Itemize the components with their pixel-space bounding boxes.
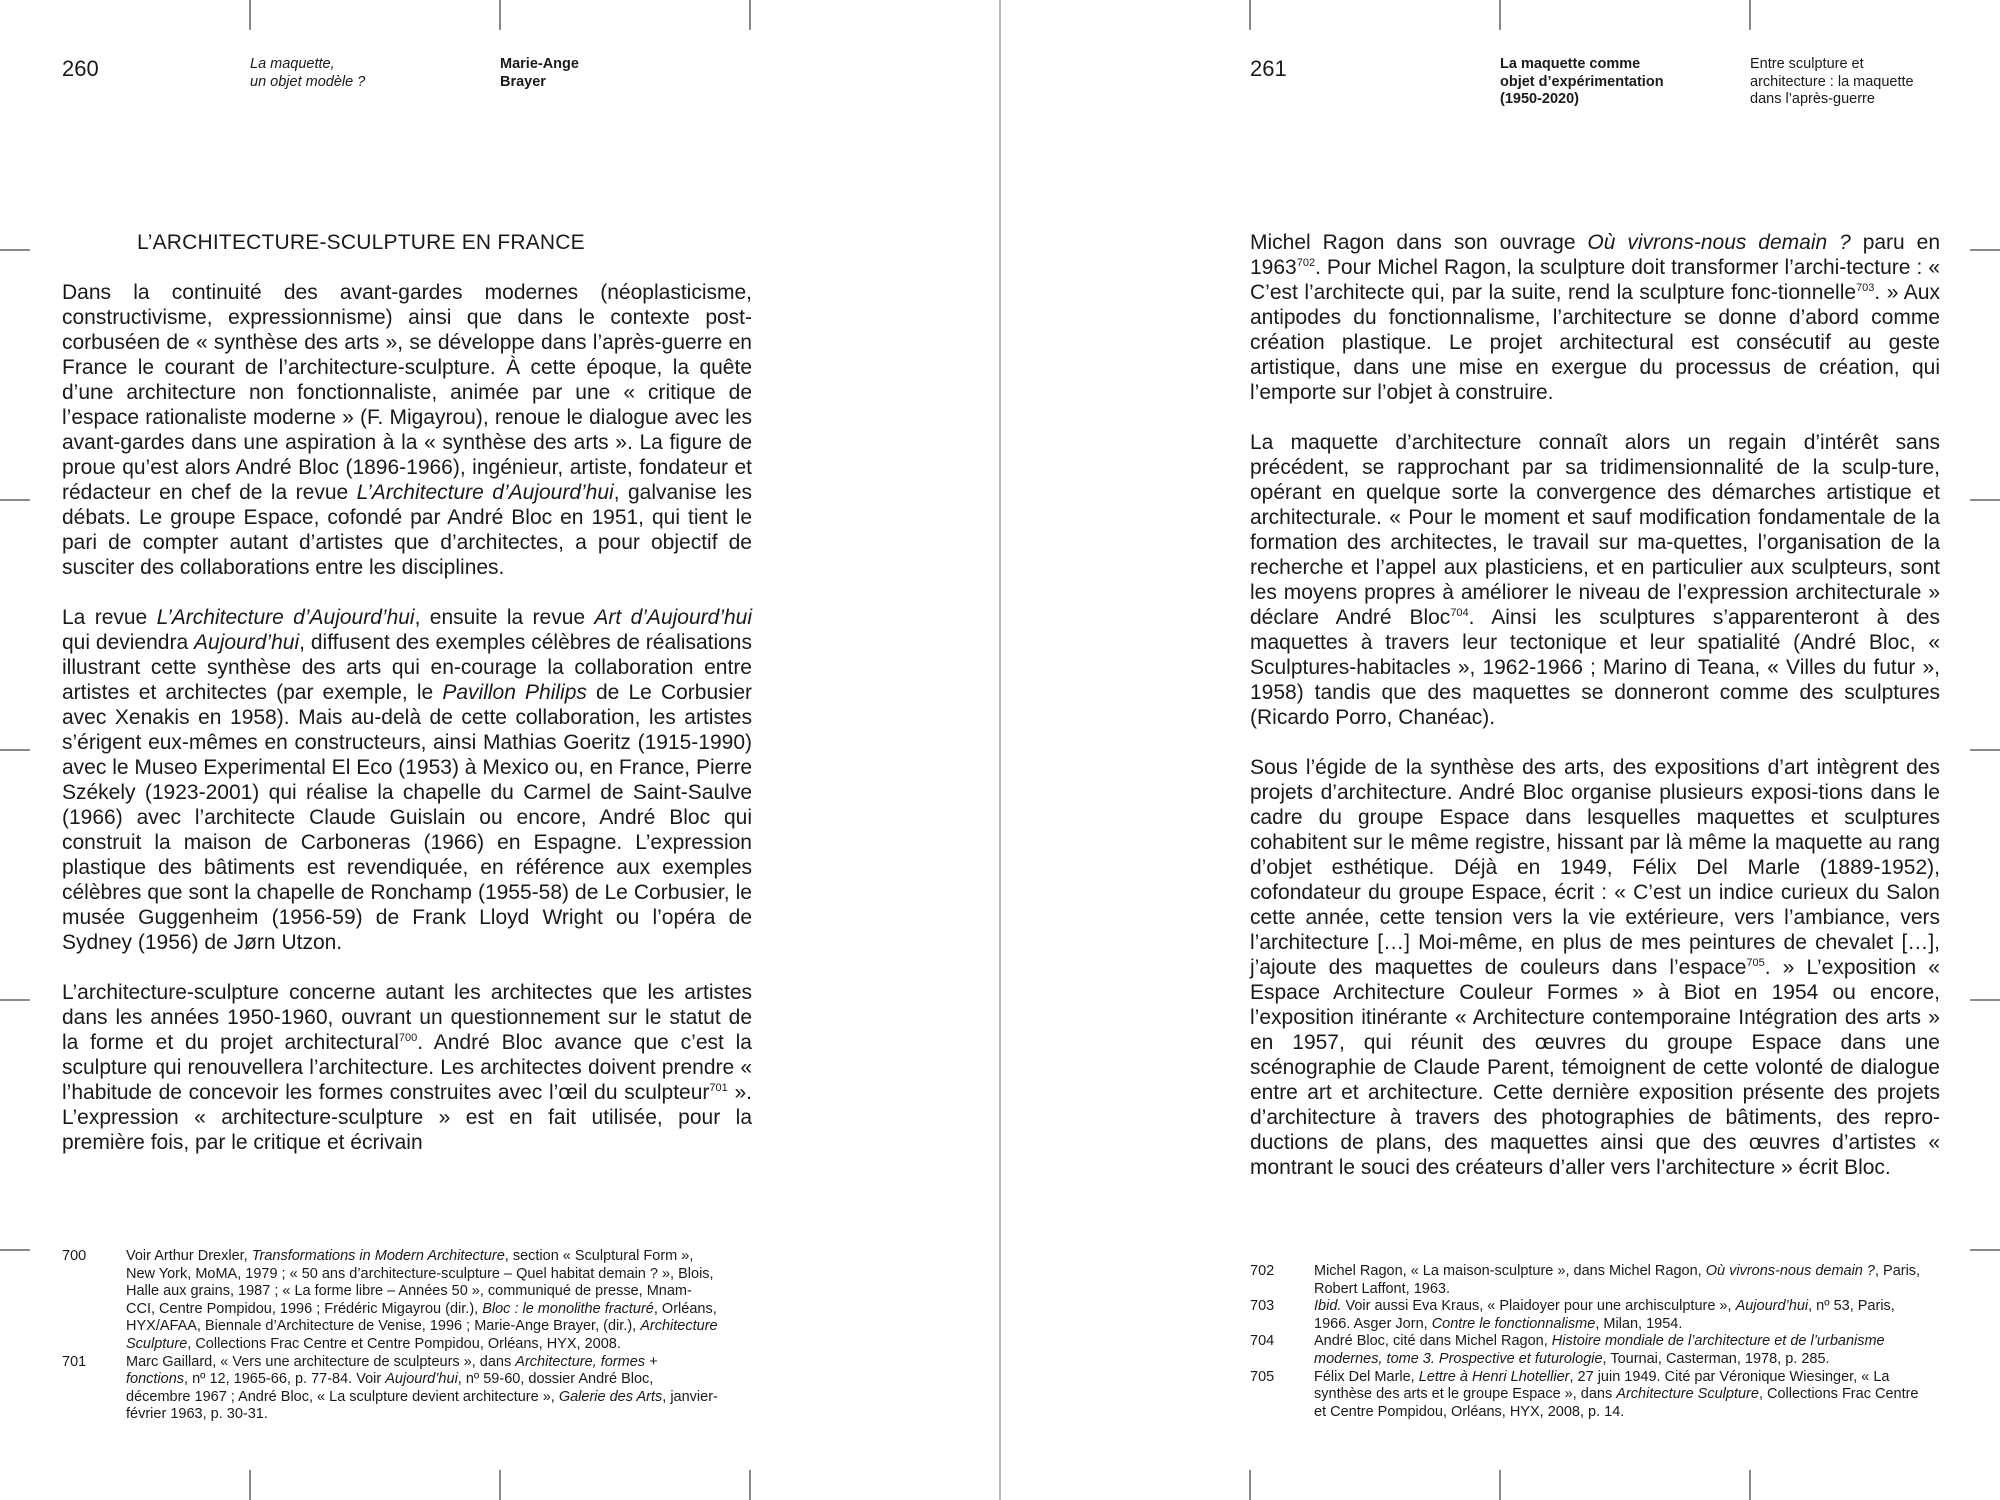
text-run: . » L’exposition « Espace Architecture Couleur Formes » à Biot en 1954 ou encore, l’exposition itinérante « Architecture contemporaine Intégration des arts » en 1957, qui réunit des œuvres du groupe Espace dans une scénographie de Claude Parent, témoignent de cette volonté de dialogue entre art et architecture. Cette dernière exposition présente des projets d’architecture à travers des photographies de bâtiments, des repro-ductions de plans, des maquettes ainsi que des œuvres d’artistes « montrant le souci des créateurs d’aller vers l’architecture » écrit Bloc. <box>1250 956 1940 1179</box>
text-run: Marc Gaillard, « Vers une architecture de sculpteurs », dans <box>126 1353 516 1370</box>
text-run: , diffusent des exemples célèbres de réalisations illustrant cette synthèse des arts qui en-courage la collaboration entre artistes et architectes (par exemple, le <box>62 631 752 704</box>
running-title-line: objet d’expérimentation <box>1500 73 1664 90</box>
crop-mark <box>499 0 501 30</box>
text-run: Voir aussi Eva Kraus, « Plaidoyer pour une archisculpture », <box>1341 1298 1736 1315</box>
text-run: paru en 1963 <box>1250 231 1940 279</box>
crop-mark <box>0 1249 30 1251</box>
crop-mark <box>0 749 30 751</box>
italic-title: Galerie des Arts <box>558 1388 663 1405</box>
italic-title: Pavillon Philips <box>442 681 587 704</box>
footnote <box>1250 1298 1930 1333</box>
text-run: . » Aux antipodes du fonctionnalisme, l’architecture se donne d’abord comme création plastique. Le projet architectural est consécutif au geste artistique, dans une mise en exergue du processus de création, qui l’emporte sur l’objet à construire. <box>1250 281 1940 404</box>
crop-mark <box>1749 0 1751 30</box>
chapter-title-right <box>1750 56 1914 109</box>
italic-title: Où vivrons-nous demain ? <box>1705 1263 1875 1279</box>
text-run: , Collections Frac Centre et Centre Pompidou, Orléans, HYX, 2008. <box>187 1335 621 1352</box>
running-title-line: La maquette, <box>250 56 335 72</box>
italic-title: L’Architecture d’Aujourd’hui <box>356 481 614 504</box>
text-run: André Bloc, cité dans Michel Ragon, <box>1314 1333 1552 1350</box>
body-paragraph <box>62 280 752 580</box>
footnote-text <box>1314 1298 1930 1333</box>
footnote <box>1250 1263 1930 1298</box>
text-run: Sous l’égide de la synthèse des arts, des expositions d’art intègrent des projets d’architecture. André Bloc organise plusieurs exposi-tions dans le cadre du groupe Espace dans lesquelles maquettes et sculptures cohabitent sur le même registre, hissant par là même la maquette au rang d’objet esthétique. Déjà en 1949, Félix Del Marle (1889-1952), cofondateur du groupe Espace, écrit : « C’est un indice curieux du Salon cette année, cette tension vers la vie extérieure, vers l’ambiance, vers l’architecture […] Moi-même, en plus de mes peintures de chevalet […], j’ajoute des maquettes de couleurs dans l’espace <box>1250 756 1940 979</box>
footnote-ref[interactable]: 703 <box>1856 282 1875 294</box>
text-run: . Pour Michel Ragon, la sculpture doit transformer l’archi-tecture : « C’est l’architecte qui, par la suite, rend la sculpture fonc-tionnelle <box>1250 256 1940 304</box>
crop-mark <box>1499 0 1501 30</box>
author-line: Marie-Ange <box>500 56 579 72</box>
chapter-title-line: dans l’après-guerre <box>1750 91 1875 107</box>
right-footnotes <box>1250 1263 1930 1421</box>
italic-title: Ibid. <box>1314 1298 1342 1315</box>
crop-mark <box>1749 1470 1751 1500</box>
footnote-ref[interactable]: 702 <box>1296 257 1316 269</box>
text-run: Michel Ragon, « La maison-sculpture », dans Michel Ragon, <box>1314 1263 1706 1279</box>
footnote-ref[interactable]: 704 <box>1450 607 1469 619</box>
italic-title: Aujourd’hui <box>1735 1298 1809 1315</box>
text-run: , galvanise les débats. Le groupe Espace, cofondé par André Bloc en 1951, qui tient le pari de compter autant d’artistes que d’architectes, a pour objectif de susciter des collaborations entre les disciplines. <box>62 481 752 579</box>
text-run: . Ainsi les sculptures s’apparenteront à des maquettes à travers leur tectonique et leur spatialité (André Bloc, « Sculptures-habitacles », 1962-1966 ; Marino di Teana, « Villes du futur », 1958) tandis que des maquettes se donneront comme des sculptures (Ricardo Porro, Chanéac). <box>1250 606 1940 729</box>
section-heading: L’ARCHITECTURE-SCULPTURE EN FRANCE <box>137 231 585 254</box>
text-run: La revue <box>62 606 157 629</box>
left-footnotes <box>62 1248 720 1424</box>
text-run: . André Bloc avance que c’est la sculpture qui renouvellera l’architecture. Les architectes doivent prendre « l’habitude de concevoir les formes construites avec l’œil du sculpteur <box>62 1031 752 1104</box>
text-run: Dans la continuité des avant-gardes modernes (néoplasticisme, constructivisme, expressionnisme) ainsi que dans le contexte post-corbuséen de « synthèse des arts », se développe dans l’après-guerre en France le courant de l’architecture-sculpture. À cette époque, la quête d’une architecture non fonctionnaliste, animée par une « critique de l’espace rationaliste moderne » (F. Migayrou), renoue le dialogue avec les avant-gardes dans une aspiration à la « synthèse des arts ». La figure de proue qu’est alors André Bloc (1896-1966), ingénieur, artiste, fondateur et rédacteur en chef de la revue <box>62 281 752 504</box>
italic-title: Contre le fonctionnalisme <box>1431 1315 1596 1332</box>
footnote <box>1250 1333 1930 1368</box>
italic-title: Transformations in Modern Architecture <box>251 1248 505 1264</box>
right-body-column <box>1250 230 1940 1205</box>
italic-title: Aujourd’hui <box>385 1371 458 1388</box>
running-title-left <box>250 56 365 91</box>
running-title-right <box>1500 56 1664 109</box>
chapter-title-line: architecture : la maquette <box>1750 73 1914 90</box>
crop-mark <box>749 0 751 30</box>
text-run: , nº 53, Paris, 1966. Asger Jorn, <box>1314 1298 1895 1332</box>
text-run: , Milan, 1954. <box>1595 1315 1683 1332</box>
text-run: Voir Arthur Drexler, <box>126 1248 252 1264</box>
text-run: , Paris, Robert Laffont, 1963. <box>1314 1263 1921 1297</box>
footnote-number: 701 <box>62 1353 87 1370</box>
crop-mark <box>1970 749 2000 751</box>
crop-mark <box>1970 1249 2000 1251</box>
footnote-text <box>1314 1369 1930 1422</box>
footnote <box>62 1248 720 1354</box>
italic-title: Aujourd’hui <box>194 631 300 654</box>
footnote-text <box>1314 1333 1930 1368</box>
italic-title: Lettre à Henri Lhotellier <box>1418 1368 1570 1385</box>
body-paragraph <box>62 980 752 1155</box>
body-paragraph <box>1250 755 1940 1180</box>
text-run: , janvier-février 1963, p. 30-31. <box>126 1388 718 1423</box>
footnote-text <box>126 1354 720 1424</box>
body-paragraph <box>1250 230 1940 405</box>
crop-mark <box>0 999 30 1001</box>
italic-title: Bloc : le monolithe fracturé <box>482 1300 654 1317</box>
text-run: , Tournai, Casterman, 1978, p. 285. <box>1602 1350 1830 1367</box>
text-run: L’architecture-sculpture concerne autant les architectes que les artistes dans les années 1950-1960, ouvrant un questionnement sur le statut de la forme et du projet architectural <box>62 981 752 1054</box>
italic-title: Architecture Sculpture <box>126 1318 718 1352</box>
footnote <box>62 1354 720 1424</box>
footnote-number: 703 <box>1250 1298 1275 1315</box>
crop-mark <box>1970 499 2000 501</box>
running-title-line: un objet modèle ? <box>250 73 366 90</box>
crop-mark <box>749 1470 751 1500</box>
footnote-text <box>1314 1263 1930 1298</box>
book-spine <box>999 0 1001 1500</box>
footnote-number: 702 <box>1250 1263 1275 1279</box>
footnote <box>1250 1369 1930 1422</box>
crop-mark <box>1970 249 2000 251</box>
text-run: , Collections Frac Centre et Centre Pompidou, Orléans, HYX, 2008, p. 14. <box>1314 1386 1919 1420</box>
author-line: Brayer <box>500 73 546 90</box>
body-paragraph <box>62 605 752 955</box>
footnote-ref[interactable]: 705 <box>1746 957 1765 969</box>
italic-title: Architecture, formes + fonctions <box>126 1353 658 1388</box>
text-run: , 27 juin 1949. Cité par Véronique Wiesinger, « La synthèse des arts et le groupe Espace », dans <box>1314 1368 1890 1403</box>
italic-title: Histoire mondiale de l’architecture et de l’urbanisme modernes, tome 3. Prospective et futurologie <box>1314 1333 1885 1367</box>
page-number-right: 261 <box>1250 56 1287 81</box>
text-run: , nº 59-60, dossier André Bloc, décembre 1967 ; André Bloc, « La sculpture devient architecture », <box>126 1371 654 1405</box>
crop-mark <box>1249 0 1251 30</box>
text-run: La maquette d’architecture connaît alors un regain d’intérêt sans précédent, se rapprochant par sa tridimensionnalité de la sculp-ture, opérant en quelque sorte la convergence des démarches artistique et architecturale. « Pour le moment et sauf modification fondamentale de la formation des architectes, le travail sur ma-quettes, l’organisation de la recherche et l’appel aux plasticiens, et en particulier aux sculpteurs, sont les moyens propres à améliorer le niveau de l’expression architecturale » déclare André Bloc <box>1250 431 1940 629</box>
crop-mark <box>249 1470 251 1500</box>
author-name <box>500 56 579 91</box>
running-title-line: (1950-2020) <box>1500 91 1579 107</box>
left-body-column <box>62 230 752 1180</box>
crop-mark <box>249 0 251 30</box>
footnote-text <box>126 1248 720 1354</box>
footnote-number: 700 <box>62 1248 87 1264</box>
italic-title: Où vivrons-nous demain ? <box>1587 231 1851 254</box>
crop-mark <box>0 249 30 251</box>
text-run: , ensuite la revue <box>414 606 595 629</box>
footnote-ref[interactable]: 701 <box>709 1082 728 1094</box>
footnote-ref[interactable]: 700 <box>398 1032 418 1044</box>
text-run: qui deviendra <box>62 631 195 654</box>
chapter-title-line: Entre sculpture et <box>1750 56 1864 72</box>
crop-mark <box>1249 1470 1251 1500</box>
text-run: Félix Del Marle, <box>1314 1368 1419 1385</box>
text-run: , nº 12, 1965-66, p. 77-84. Voir <box>184 1371 386 1388</box>
page-number-left: 260 <box>62 56 99 81</box>
text-run: Michel Ragon dans son ouvrage <box>1250 231 1588 254</box>
crop-mark <box>0 499 30 501</box>
crop-mark <box>1970 999 2000 1001</box>
italic-title: Art d’Aujourd’hui <box>594 606 753 629</box>
footnote-number: 704 <box>1250 1333 1275 1350</box>
body-paragraph <box>1250 430 1940 730</box>
italic-title: Architecture Sculpture <box>1616 1386 1759 1403</box>
text-run: de Le Corbusier avec Xenakis en 1958). Mais au-delà de cette collaboration, les artistes s’érigent eux-mêmes en constructeurs, ainsi Mathias Goeritz (1915-1990) avec le Museo Experimental El Eco (1953) à Mexico ou, en France, Pierre Székely (1923-2001) qui réalise la chapelle du Carmel de Saint-Saulve (1966) avec l’architecte Claude Guislain ou encore, André Bloc qui construit la maison de Carboneras (1966) en Espagne. L’expression plastique des bâtiments est revendiquée, en référence aux exemples célèbres que sont la chapelle de Ronchamp (1955-58) de Le Corbusier, le musée Guggenheim (1956-59) de Frank Lloyd Wright ou l’opéra de Sydney (1956) de Jørn Utzon. <box>62 681 752 954</box>
footnote-number: 705 <box>1250 1368 1275 1385</box>
text-run: ». L’expression « architecture-sculpture » est en fait utilisée, pour la première fois, par le critique et écrivain <box>62 1081 752 1154</box>
text-run: , section « Sculptural Form », New York, MoMA, 1979 ; « 50 ans d’architecture-sculpture – Quel habitat demain ? », Blois, Halle aux grains, 1987 ; « La forme libre – Années 50 », communiqué de presse, Mnam-CCI, Centre Pompidou, 1996 ; Frédéric Migayrou (dir.), <box>126 1248 714 1317</box>
italic-title: L’Architecture d’Aujourd’hui <box>156 606 415 629</box>
crop-mark <box>1499 1470 1501 1500</box>
crop-mark <box>499 1470 501 1500</box>
text-run: , Orléans, HYX/AFAA, Biennale d’Architecture de Venise, 1996 ; Marie-Ange Brayer, (dir.), <box>126 1300 717 1335</box>
running-title-line: La maquette comme <box>1500 56 1641 72</box>
